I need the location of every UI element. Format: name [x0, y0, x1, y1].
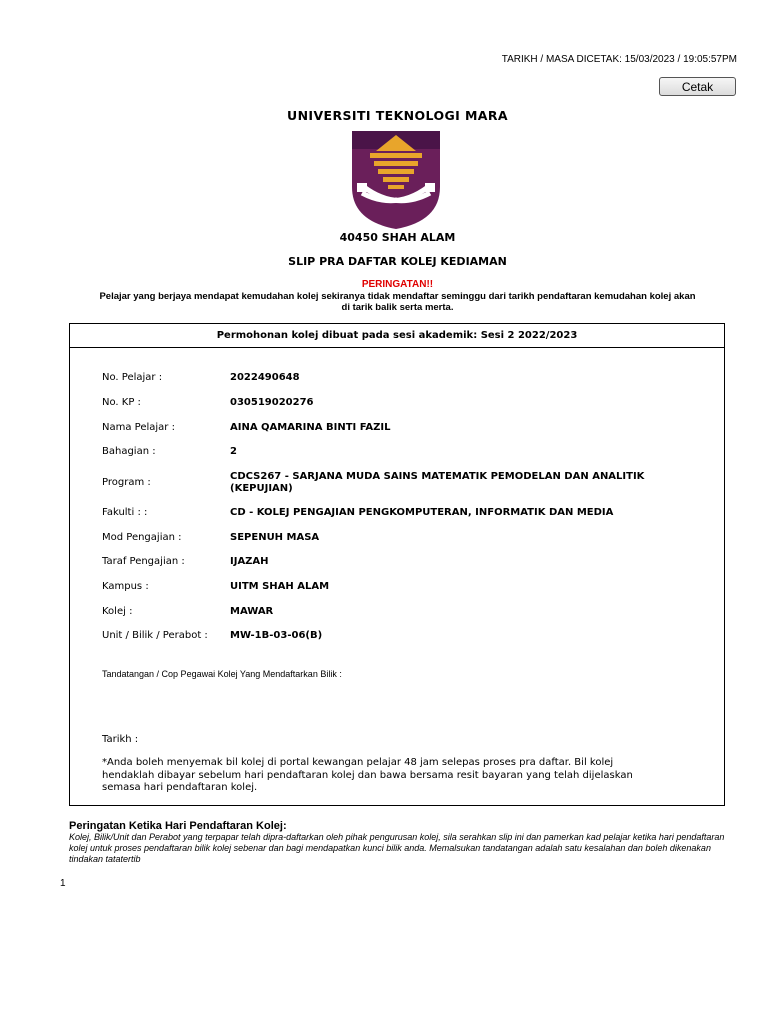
session-heading: Permohonan kolej dibuat pada sesi akademik: Sesi 2 2022/2023 — [70, 324, 724, 348]
field-value: 030519020276 — [230, 397, 314, 408]
field-label: Kolej : — [102, 606, 133, 617]
field-value: AINA QAMARINA BINTI FAZIL — [230, 422, 391, 433]
university-name: UNIVERSITI TEKNOLOGI MARA — [287, 108, 508, 123]
field-label: No. KP : — [102, 397, 141, 408]
field-value: CDCS267 - SARJANA MUDA SAINS MATEMATIK PEMODELAN DAN ANALITIK (KEPUJIAN) — [230, 471, 645, 494]
field-value: CD - KOLEJ PENGAJIAN PENGKOMPUTERAN, INFORMATIK DAN MEDIA — [230, 507, 614, 518]
uitm-logo — [348, 127, 444, 231]
field-value: 2022490648 — [230, 372, 300, 383]
reminder-text: Kolej, Bilik/Unit dan Perabot yang terpapar telah dipra-daftarkan oleh pihak pengurusan kolej, sila serahkan slip ini dan pamerkan kad pelajar ketika hari pendaftaran kolej untuk proses pendaftaran bilik kolej sebenar dan bagi mendapatkan kunci bilik anda. Memalsukan tandatangan adalah satu kesalahan dan boleh dikenakan tindakan tatatertib — [69, 832, 725, 864]
print-date: TARIKH / MASA DICETAK: 15/03/2023 / 19:05:57PM — [501, 54, 737, 65]
field-value: UITM SHAH ALAM — [230, 581, 330, 592]
field-value: MAWAR — [230, 606, 274, 617]
field-label: Mod Pengajian : — [102, 532, 182, 543]
field-label: Program : — [102, 477, 151, 488]
field-value: MW-1B-03-06(B) — [230, 630, 323, 641]
application-box — [69, 323, 725, 806]
field-label: Unit / Bilik / Perabot : — [102, 630, 208, 641]
date-label: Tarikh : — [102, 734, 139, 745]
field-label: Nama Pelajar : — [102, 422, 175, 433]
signature-label: Tandatangan / Cop Pegawai Kolej Yang Mendaftarkan Bilik : — [102, 669, 342, 679]
payment-note: *Anda boleh menyemak bil kolej di portal kewangan pelajar 48 jam selepas proses pra daftar. Bil kolej hendaklah dibayar sebelum hari pendaftaran kolej dan bawa bersama resit bayaran yang telah dijelaskan semasa hari pendaftaran kolej. — [102, 757, 633, 793]
field-value: 2 — [230, 446, 237, 457]
warning-title: PERINGATAN!! — [361, 279, 434, 290]
university-address: 40450 SHAH ALAM — [339, 231, 456, 244]
slip-title: SLIP PRA DAFTAR KOLEJ KEDIAMAN — [288, 255, 507, 268]
field-label: Fakulti : : — [102, 507, 148, 518]
page-number: 1 — [60, 878, 66, 889]
field-label: No. Pelajar : — [102, 372, 163, 383]
field-value: IJAZAH — [230, 556, 269, 567]
field-label: Kampus : — [102, 581, 149, 592]
reminder-title: Peringatan Ketika Hari Pendaftaran Kolej: — [69, 820, 287, 832]
warning-text: Pelajar yang berjaya mendapat kemudahan kolej sekiranya tidak mendaftar seminggu dari tarikh pendaftaran kemudahan kolej akan di tarik balik serta merta. — [99, 291, 696, 313]
field-label: Taraf Pengajian : — [102, 556, 185, 567]
print-button[interactable]: Cetak — [659, 77, 736, 96]
field-value: SEPENUH MASA — [230, 532, 320, 543]
field-label: Bahagian : — [102, 446, 156, 457]
